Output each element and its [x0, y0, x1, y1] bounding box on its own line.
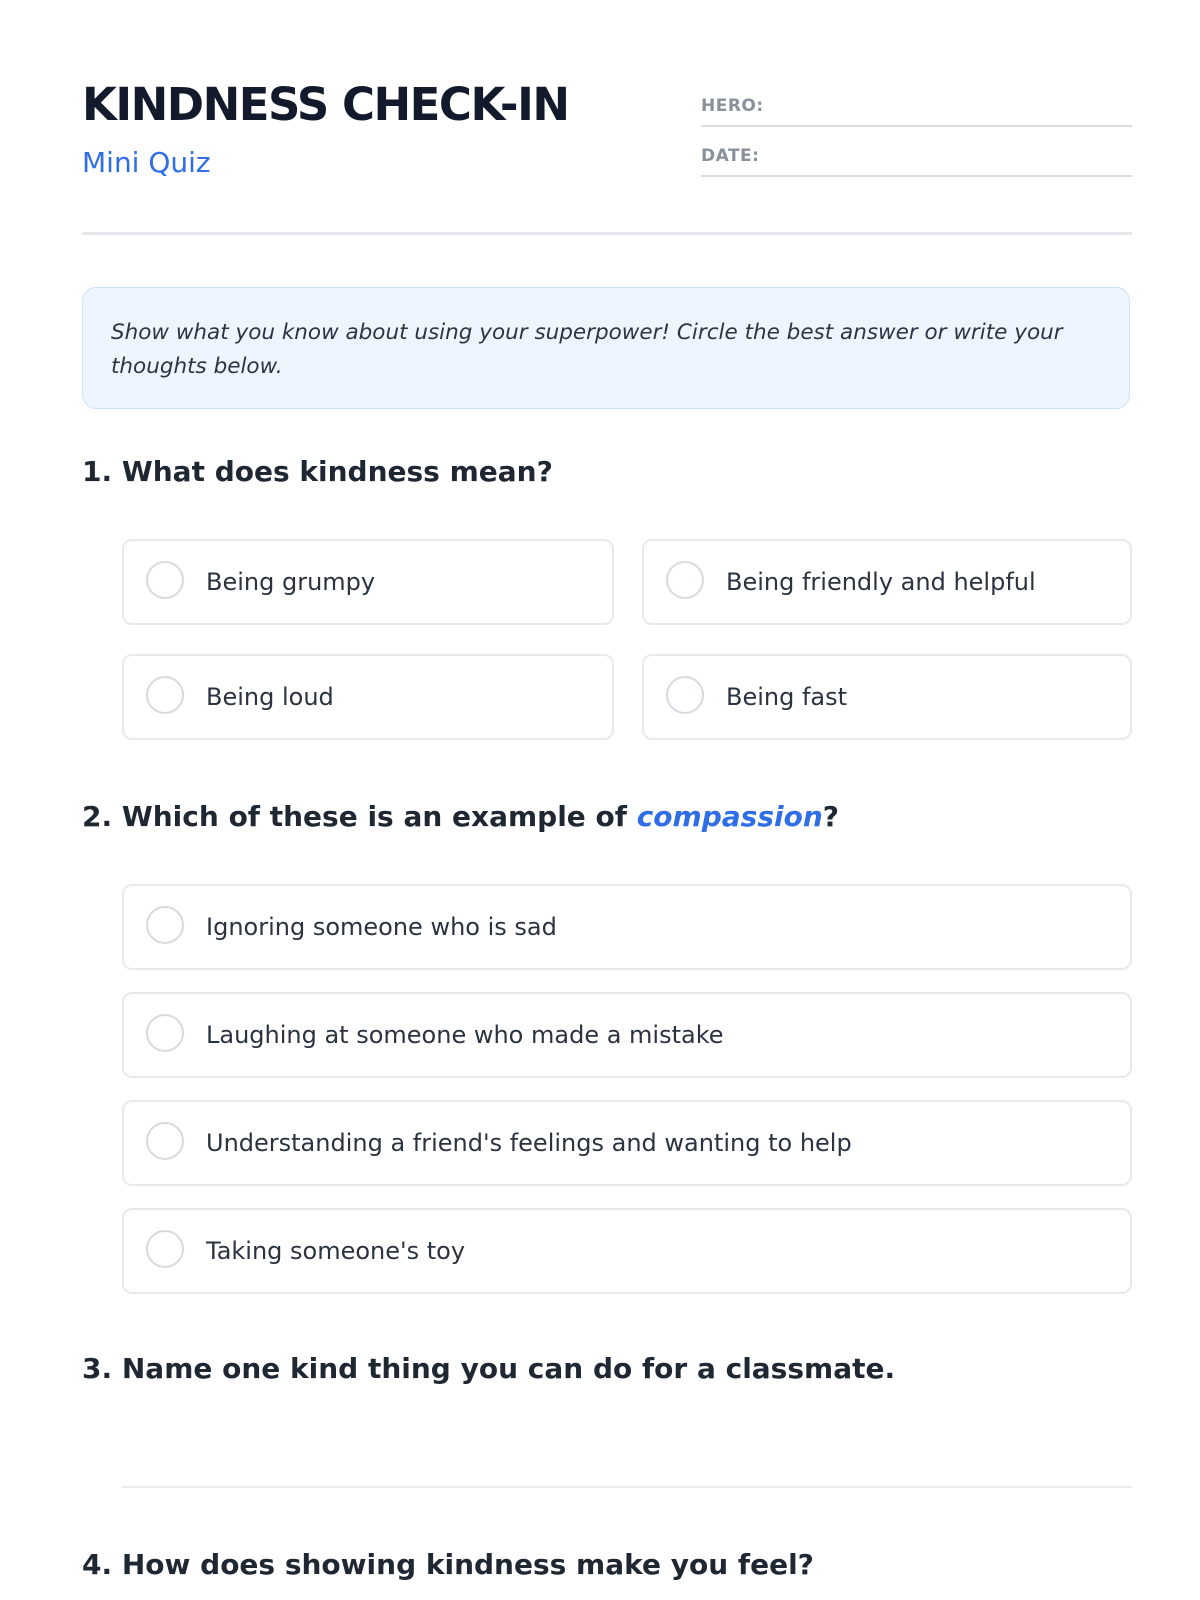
question-2-text — [82, 800, 839, 833]
option-label: Being friendly and helpful — [726, 568, 1036, 596]
radio-circle-icon[interactable] — [146, 1230, 184, 1268]
option-label: Understanding a friend's feelings and wanting to help — [206, 1129, 852, 1157]
quiz-worksheet — [82, 0, 1132, 1581]
radio-circle-icon[interactable] — [146, 1122, 184, 1160]
option-label: Taking someone's toy — [206, 1237, 466, 1265]
question-2-prefix: 2. Which of these is an example of — [82, 800, 637, 833]
page-title: KINDNESS CHECK-IN — [82, 78, 569, 131]
radio-circle-icon[interactable] — [146, 676, 184, 714]
option-label: Being loud — [206, 683, 334, 711]
question-3-text: 3. Name one kind thing you can do for a classmate. — [82, 1352, 896, 1385]
q2-option-a[interactable] — [122, 884, 1132, 970]
date-field[interactable] — [701, 140, 1132, 177]
radio-circle-icon[interactable] — [146, 561, 184, 599]
q1-option-a[interactable] — [122, 539, 614, 625]
name-date-fields — [701, 90, 1132, 190]
hero-name-field[interactable] — [701, 90, 1132, 127]
radio-circle-icon[interactable] — [666, 561, 704, 599]
radio-circle-icon[interactable] — [146, 1014, 184, 1052]
hero-label: HERO: — [701, 96, 764, 116]
q2-option-c[interactable] — [122, 1100, 1132, 1186]
question-1-text: 1. What does kindness mean? — [82, 455, 553, 488]
q1-option-d[interactable] — [642, 654, 1132, 740]
instructions-box: Show what you know about using your superpower! Circle the best answer or write your thoughts below. — [82, 287, 1130, 409]
page-subtitle: Mini Quiz — [82, 146, 211, 179]
radio-circle-icon[interactable] — [666, 676, 704, 714]
q1-option-c[interactable] — [122, 654, 614, 740]
q2-option-d[interactable] — [122, 1208, 1132, 1294]
worksheet-header — [82, 0, 1132, 235]
answer-line[interactable] — [122, 1486, 1132, 1488]
question-2-term: compassion — [636, 800, 823, 833]
option-label: Ignoring someone who is sad — [206, 913, 557, 941]
option-label: Laughing at someone who made a mistake — [206, 1021, 724, 1049]
q1-option-b[interactable] — [642, 539, 1132, 625]
option-label: Being grumpy — [206, 568, 376, 596]
date-label: DATE: — [701, 146, 760, 166]
question-2-suffix: ? — [822, 800, 839, 833]
question-4-text: 4. How does showing kindness make you feel? — [82, 1548, 814, 1581]
radio-circle-icon[interactable] — [146, 906, 184, 944]
q2-option-b[interactable] — [122, 992, 1132, 1078]
option-label: Being fast — [726, 683, 848, 711]
